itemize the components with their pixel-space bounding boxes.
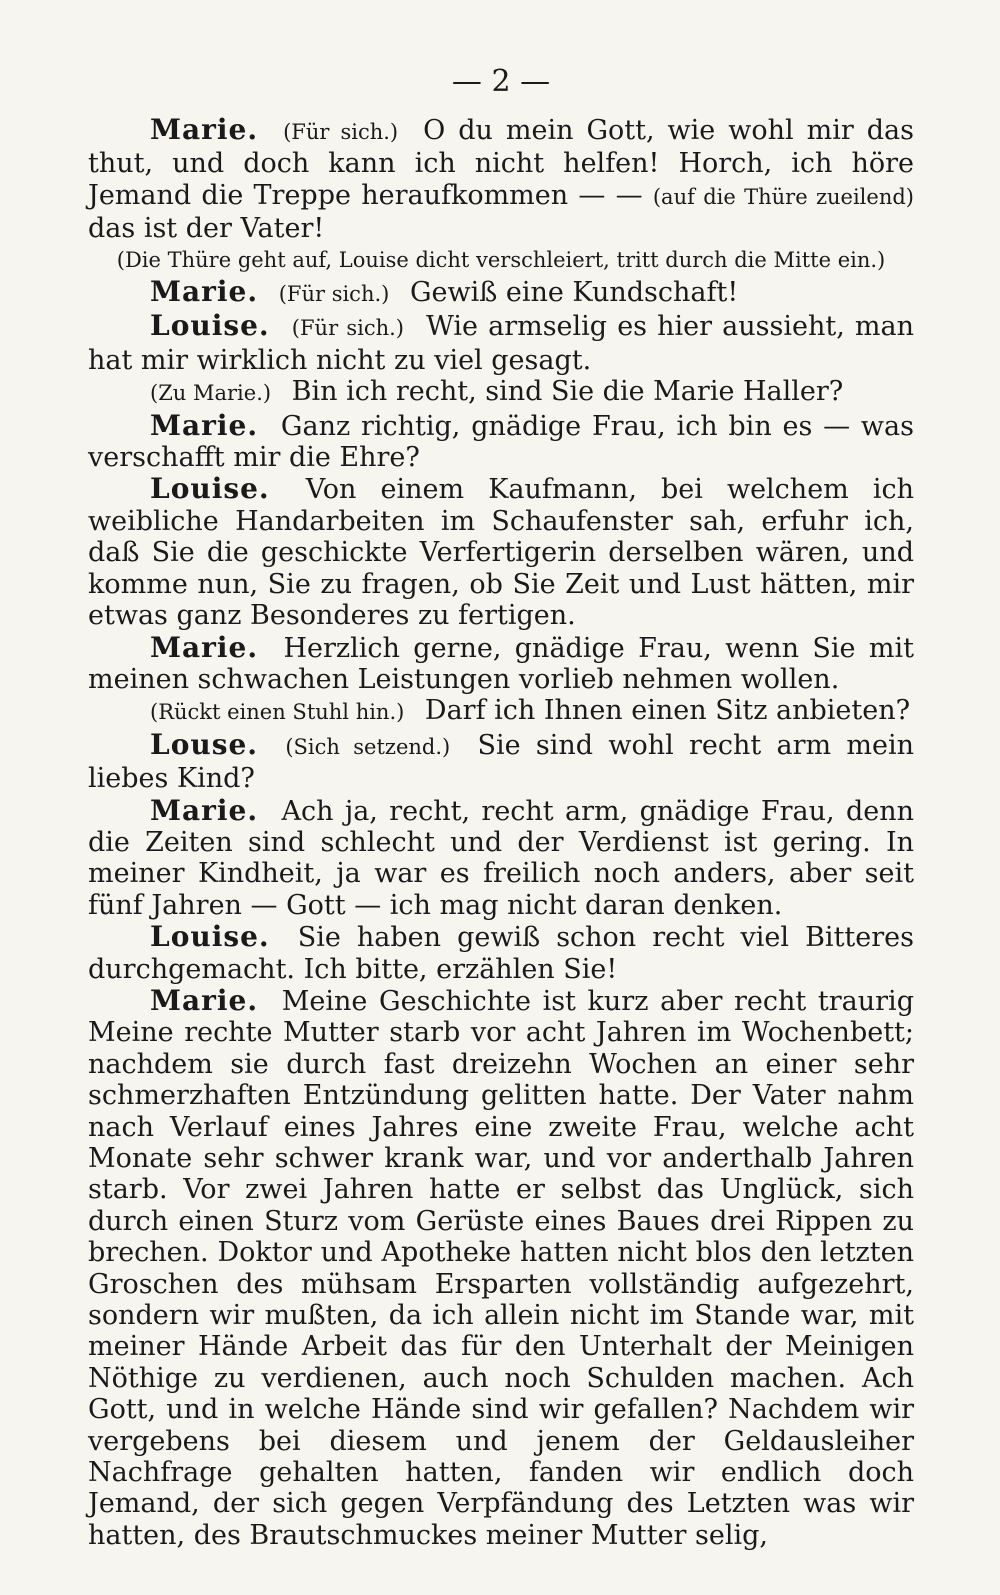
dialogue-paragraph — [88, 985, 914, 1551]
dialogue-text: Meine Geschichte ist kurz aber recht traurig Meine rechte Mutter starb vor acht Jahren im Wochenbett; nachdem sie durch fast dreizehn Wochen an einer sehr schmerzhaften Entzündung gelitten hatte. Der Vater nahm nach Verlauf eines Jahres eine zweite Frau, welche acht Monate sehr schwer krank war, und vor anderthalb Jahren starb. Vor zwei Jahren hatte er selbst das Unglück, sich durch einen Sturz vom Gerüste eines Baues drei Rippen zu brechen. Doktor und Apotheke hatten nicht blos den letzten Groschen des mühsam Ersparten vollständig aufgezehrt, sondern wir mußten, da ich allein nicht im Stande war, mit meiner Hände Arbeit das für den Unterhalt der Meinigen Nöthige zu verdienen, auch noch Schulden machen. Ach Gott, und in welche Hände sind wir gefallen? Nachdem wir vergebens bei diesem und jenem der Geldausleiher Nachfrage gehalten hatten, fanden wir endlich doch Jemand, der sich gegen Verpfändung des Letzten was wir hatten, des Brautschmuckes meiner Mutter selig, — [88, 985, 914, 1551]
dialogue-paragraph — [88, 114, 914, 245]
stage-direction: (auf die Thüre zueilend) — [652, 184, 914, 209]
dialogue-text: O du mein Gott, wie wohl mir das thut, und doch kann ich nicht helfen! Horch, ich höre Jemand die Treppe heraufkommen — — — [88, 115, 914, 211]
stage-direction: (Sich setzend.) — [285, 734, 451, 759]
speaker-name: Marie. — [150, 793, 259, 827]
dialogue-text: das ist der Vater! — [88, 213, 325, 245]
stage-direction: (Zu Marie.) — [150, 381, 272, 406]
dialogue-text: Sie haben gewiß schon recht viel Bitteres durchgemacht. Ich bitte, erzählen Sie! — [88, 922, 914, 985]
dialogue-text: Ach ja, recht, recht arm, gnädige Frau, denn die Zeiten sind schlecht und der Verdienst ist gering. In meiner Kindheit, ja war es freilich noch anders, aber seit fünf Jahren — Gott — ich mag nicht daran denken. — [88, 795, 914, 921]
stage-direction: (Für sich.) — [283, 120, 399, 144]
speaker-name: Louise. — [150, 472, 270, 506]
dialogue-paragraph — [88, 729, 914, 795]
dialogue-text: Sie sind wohl recht arm mein liebes Kind? — [88, 729, 914, 795]
dialogue-paragraph — [88, 921, 914, 985]
stage-direction: (Rückt einen Stuhl hin.) — [150, 700, 405, 725]
speaker-name: Marie. — [150, 113, 259, 146]
dialogue-paragraph — [88, 276, 914, 310]
dialogue-paragraph — [88, 473, 914, 631]
dialogue-text: Wie armselig es hier aussieht, man hat mir wirklich nicht zu viel gesagt. — [88, 311, 914, 376]
speaker-name: Marie. — [150, 983, 259, 1017]
dialogue-text: Gewiß eine Kundschaft! — [409, 277, 739, 309]
stage-direction: (Für sich.) — [278, 282, 390, 307]
dialogue-text: Von einem Kaufmann, bei welchem ich weibliche Handarbeiten im Schaufenster sah, erfuhr ich, daß Sie die geschickte Verfertigerin derselben wären, und komme nun, Sie zu fragen, ob Sie Zeit und Lust hätten, mir etwas ganz Besonderes zu fertigen. — [88, 474, 915, 632]
dialogue-text: Darf ich Ihnen einen Sitz anbieten? — [424, 695, 911, 727]
dialogue-text: Ganz richtig, gnädige Frau, ich bin es — was verschafft mir die Ehre? — [88, 410, 914, 474]
stage-direction-line: (Die Thüre geht auf, Louise dicht verschleiert, tritt durch die Mitte ein.) — [116, 247, 886, 272]
dialogue-paragraph — [88, 376, 914, 409]
dialogue-text: Bin ich recht, sind Sie die Marie Haller? — [291, 376, 844, 408]
speaker-name: Marie. — [150, 630, 259, 664]
dialogue-text: Herzlich gerne, gnädige Frau, wenn Sie mit meinen schwachen Leistungen vorlieb nehmen wollen. — [88, 632, 914, 695]
speaker-name: Louise. — [150, 920, 270, 954]
stage-direction: (Für sich.) — [291, 316, 404, 341]
dialogue-paragraph — [88, 795, 914, 922]
dialogue-paragraph — [88, 310, 914, 376]
page-number: — 2 — — [451, 64, 551, 99]
speaker-name: Marie. — [150, 408, 259, 442]
dialogue-paragraph — [88, 632, 914, 696]
dialogue-paragraph — [88, 695, 914, 728]
dialogue-paragraph — [88, 410, 914, 474]
speaker-name: Louse. — [150, 727, 259, 761]
speaker-name: Marie. — [150, 275, 259, 309]
speaker-name: Louise. — [150, 309, 270, 343]
